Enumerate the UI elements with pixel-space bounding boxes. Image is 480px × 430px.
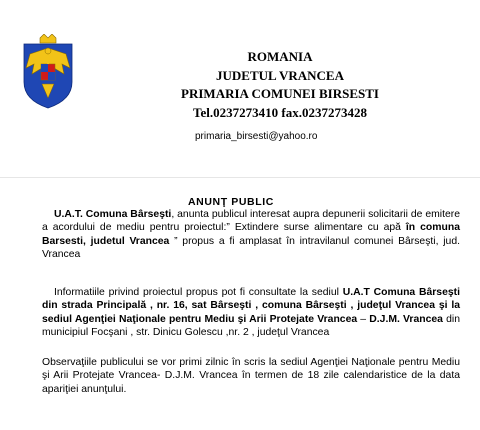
notice-p1-location: în comuna Barsesti, judetul Vrancea — [42, 222, 460, 247]
header-phone-fax: Tel.0237273410 fax.0237273428 — [193, 104, 367, 120]
notice-p1-tail: ” propus a fi amplasat în intravilanul comunei Bârseşti, jud. Vrancea — [42, 235, 460, 261]
header-county: JUDETUL VRANCEA — [216, 67, 344, 83]
notice-p3-text: Observaţiile publicului se vor primi zilnic în scris la sediul Agenţiei Naţionale pentru Mediu şi Arii Protejate Vrancea- D.J.M. Vrancea în termen de 18 zile calendaristice de la data apariţiei anunţului. — [42, 357, 460, 395]
notice-p2-text: Informatiile privind proiectul propus pot fi consultate la sediul — [54, 287, 343, 298]
notice-paragraph-2 — [42, 286, 460, 340]
notice-p2-dash: – — [357, 313, 370, 325]
notice-title: ANUNŢ PUBLIC — [188, 196, 274, 208]
notice-paragraph-3 — [42, 356, 460, 396]
header-divider — [0, 177, 480, 178]
header-email: primaria_birsesti@yahoo.ro — [195, 131, 318, 142]
notice-p2-djm: D.J.M. Vrancea — [369, 313, 443, 325]
notice-p2-address: din municipiul Focşani , str. Dinicu Golescu ,nr. 2 , judeţul Vrancea — [42, 313, 460, 339]
notice-p1-authority: U.A.T. Comuna Bârseşti — [54, 209, 172, 220]
notice-p2-locations: U.A.T Comuna Bârseşti din strada Principală , nr. 16, sat Bârseşti , comuna Bârseşti , judeţul Vrancea şi la sediul Agenţiei Naţionale pentru Mediu şi Arii Protejate Vrancea — [42, 287, 460, 325]
header-country: ROMANIA — [247, 49, 313, 64]
institution-header — [150, 48, 410, 122]
romania-coat-of-arms-icon — [20, 34, 76, 110]
header-institution: PRIMARIA COMUNEI BIRSESTI — [181, 86, 379, 101]
notice-p1-text: , anunta publicul interesat aupra depunerii solicitarii de emitere a acordului de mediu pentru proiectul:” Extindere surse alimentare cu apă — [42, 209, 460, 234]
notice-paragraph-1 — [42, 208, 460, 262]
